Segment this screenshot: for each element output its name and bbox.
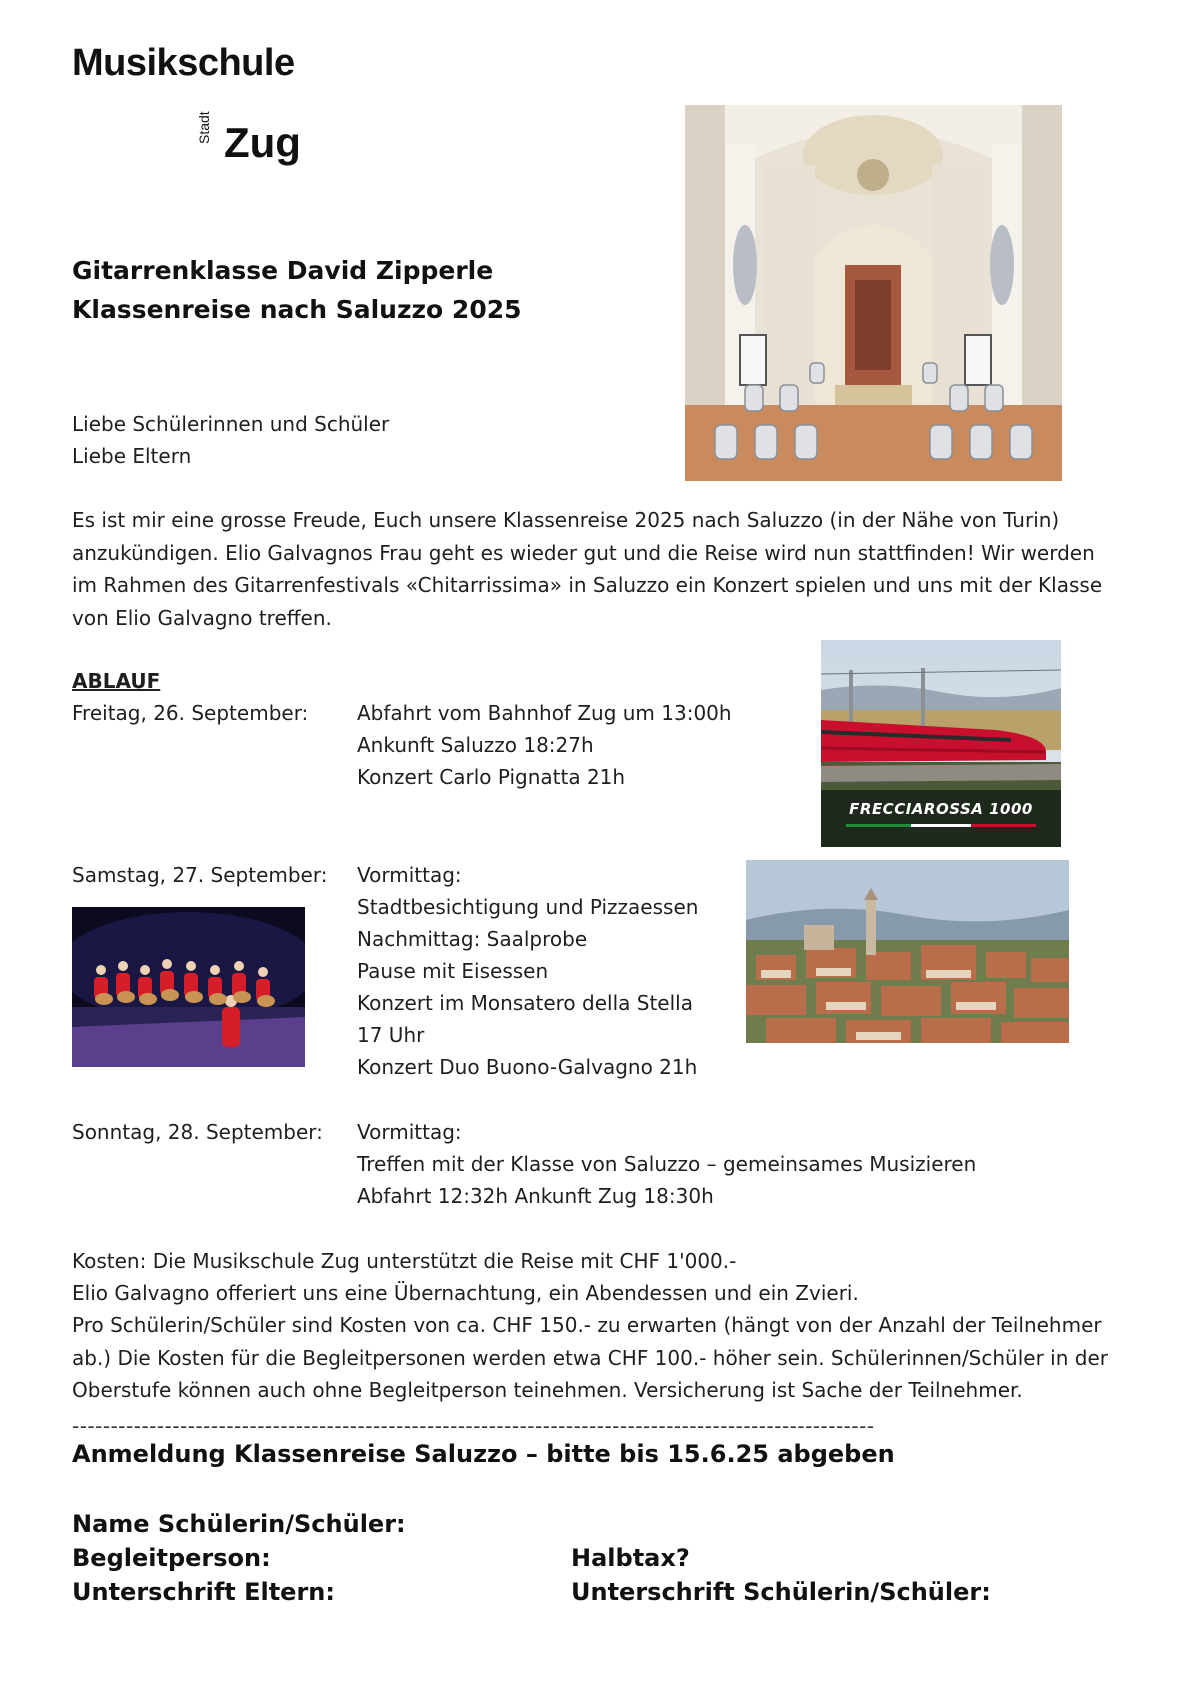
intro-line: Es ist mir eine grosse Freude, Euch unsere Klassenreise 2025 nach Saluzzo (in der Nähe von Turin) <box>72 508 1060 532</box>
field-name-student[interactable]: Name Schülerin/Schüler: <box>72 1510 406 1538</box>
title-line-1: Gitarrenklasse David Zipperle <box>72 256 494 285</box>
train-caption: FRECCIAROSSA 1000 <box>849 800 1033 818</box>
registration-heading: Anmeldung Klassenreise Saluzzo – bitte bis 15.6.25 abgeben <box>72 1440 895 1468</box>
costs-line: ab.) Die Kosten für die Begleitpersonen werden etwa CHF 100.- höher sein. Schülerinnen/Schüler in der <box>72 1346 1108 1370</box>
day-label-friday: Freitag, 26. September: <box>72 701 309 725</box>
day-label-sunday: Sonntag, 28. September: <box>72 1120 323 1144</box>
schedule-item: Konzert Duo Buono-Galvagno 21h <box>357 1055 698 1079</box>
logo-wordmark: Musikschule <box>72 42 295 84</box>
field-halbtax[interactable]: Halbtax? <box>571 1544 690 1572</box>
greeting-line-1: Liebe Schülerinnen und Schüler <box>72 412 390 436</box>
schedule-item: Konzert im Monsatero della Stella <box>357 991 693 1015</box>
greeting-line-2: Liebe Eltern <box>72 444 192 468</box>
costs-line: Pro Schülerin/Schüler sind Kosten von ca. CHF 150.- zu erwarten (hängt von der Anzahl der Teilnehmer <box>72 1313 1102 1337</box>
intro-line: anzukündigen. Elio Galvagnos Frau geht es wieder gut und die Reise wird nun stattfinden! Wir werden <box>72 541 1095 565</box>
intro-line: im Rahmen des Gitarrenfestivals «Chitarrissima» in Saluzzo ein Konzert spielen und uns mit der Klasse <box>72 573 1103 597</box>
schedule-item: Abfahrt 12:32h Ankunft Zug 18:30h <box>357 1184 714 1208</box>
train-photo <box>821 640 1061 847</box>
field-signature-parents[interactable]: Unterschrift Eltern: <box>72 1578 335 1606</box>
intro-line: von Elio Galvagno treffen. <box>72 606 332 630</box>
schedule-item: Stadtbesichtigung und Pizzaessen <box>357 895 699 919</box>
logo-city: Zug <box>224 119 301 166</box>
schedule-item: Vormittag: <box>357 1120 462 1144</box>
costs-line: Elio Galvagno offeriert uns eine Übernachtung, ein Abendessen und ein Zvieri. <box>72 1281 859 1305</box>
schedule-item: Abfahrt vom Bahnhof Zug um 13:00h <box>357 701 732 725</box>
church-interior-photo <box>685 105 1062 481</box>
logo-stadt: Stadt <box>196 111 212 144</box>
schedule-item: Treffen mit der Klasse von Saluzzo – gemeinsames Musizieren <box>357 1152 977 1176</box>
costs-line: Kosten: Die Musikschule Zug unterstützt die Reise mit CHF 1'000.- <box>72 1249 737 1273</box>
schedule-item: Konzert Carlo Pignatta 21h <box>357 765 626 789</box>
schedule-item: Ankunft Saluzzo 18:27h <box>357 733 594 757</box>
schedule-item: Vormittag: <box>357 863 462 887</box>
ablauf-heading: ABLAUF <box>72 669 161 693</box>
schedule-item: Pause mit Eisessen <box>357 959 549 983</box>
field-signature-student[interactable]: Unterschrift Schülerin/Schüler: <box>571 1578 991 1606</box>
title-line-2: Klassenreise nach Saluzzo 2025 <box>72 295 522 324</box>
schedule-item: 17 Uhr <box>357 1023 425 1047</box>
day-label-saturday: Samstag, 27. September: <box>72 863 328 887</box>
cut-line-divider: -------------------------------------------------------------------------------------------------------- <box>72 1414 875 1438</box>
saluzzo-town-photo <box>746 860 1069 1043</box>
schedule-item: Nachmittag: Saalprobe <box>357 927 588 951</box>
costs-line: Oberstufe können auch ohne Begleitperson teinehmen. Versicherung ist Sache der Teilnehmer. <box>72 1378 1023 1402</box>
guitar-ensemble-photo <box>72 907 305 1067</box>
field-accompanying-person[interactable]: Begleitperson: <box>72 1544 271 1572</box>
